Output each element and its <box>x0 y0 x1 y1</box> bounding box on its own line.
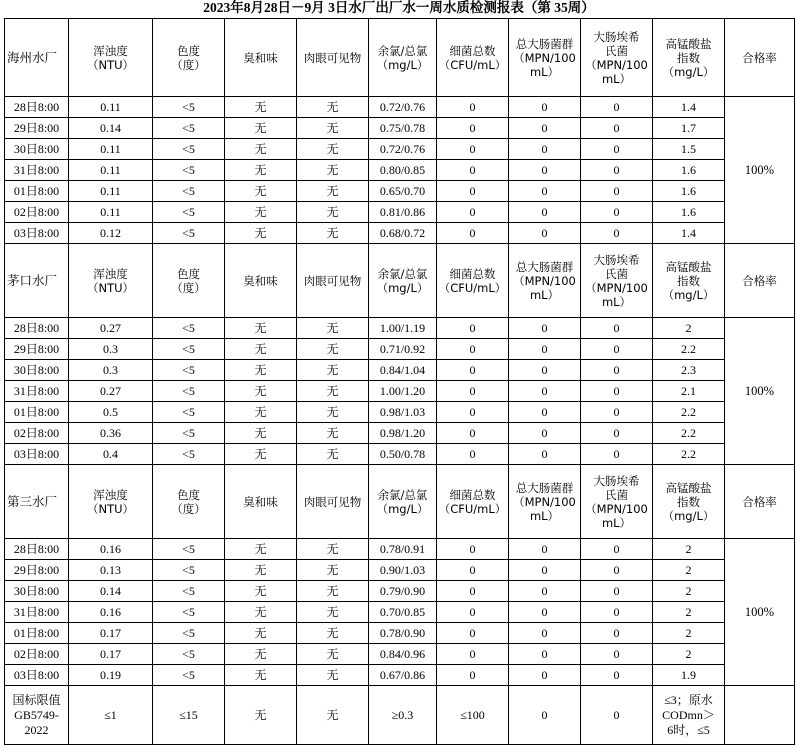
header-coliform: 总大肠菌群 （MPN/100 mL） <box>509 465 581 539</box>
table-row <box>5 560 795 581</box>
cell-turbidity: 0.17 <box>69 644 153 665</box>
cell-color: <5 <box>153 339 225 360</box>
cell-bacteria: 0 <box>437 318 509 339</box>
header-odor: 臭和味 <box>225 465 297 539</box>
cell-time: 02日8:00 <box>5 644 69 665</box>
cell-visible: 无 <box>297 581 369 602</box>
cell-visible: 无 <box>297 360 369 381</box>
cell-visible: 无 <box>297 160 369 181</box>
cell-time: 30日8:00 <box>5 581 69 602</box>
cell-bacteria: 0 <box>437 423 509 444</box>
table-row <box>5 423 795 444</box>
cell-bacteria: 0 <box>437 560 509 581</box>
cell-chlorine: 0.79/0.90 <box>369 581 437 602</box>
header-bacteria: 细菌总数 （CFU/mL） <box>437 244 509 318</box>
table-row <box>5 402 795 423</box>
table-row <box>5 181 795 202</box>
cell-chlorine: 0.72/0.76 <box>369 139 437 160</box>
cell-chlorine: 0.80/0.85 <box>369 160 437 181</box>
cell-color: <5 <box>153 118 225 139</box>
cell-permanganate: 2 <box>653 644 725 665</box>
cell-odor: 无 <box>225 160 297 181</box>
cell-visible: 无 <box>297 623 369 644</box>
table-row <box>5 644 795 665</box>
cell-permanganate: 2 <box>653 602 725 623</box>
cell-chlorine: 0.71/0.92 <box>369 339 437 360</box>
pass-rate-value: 100% <box>725 318 795 465</box>
cell-chlorine: 0.65/0.70 <box>369 181 437 202</box>
cell-color: <5 <box>153 97 225 118</box>
table-row <box>5 539 795 560</box>
cell-time: 30日8:00 <box>5 360 69 381</box>
cell-time: 31日8:00 <box>5 160 69 181</box>
cell-ecoli: 0 <box>581 560 653 581</box>
cell-turbidity: 0.13 <box>69 560 153 581</box>
cell-turbidity: 0.16 <box>69 539 153 560</box>
header-bacteria: 细菌总数 （CFU/mL） <box>437 465 509 539</box>
cell-coliform: 0 <box>509 665 581 686</box>
table-row <box>5 360 795 381</box>
cell-color: <5 <box>153 581 225 602</box>
header-visible: 肉眼可见物 <box>297 19 369 97</box>
cell-odor: 无 <box>225 581 297 602</box>
cell-turbidity: 0.36 <box>69 423 153 444</box>
cell-odor: 无 <box>225 97 297 118</box>
cell-ecoli: 0 <box>581 181 653 202</box>
header-turbidity: 浑浊度 （NTU） <box>69 244 153 318</box>
cell-ecoli: 0 <box>581 444 653 465</box>
cell-visible: 无 <box>297 202 369 223</box>
cell-coliform: 0 <box>509 360 581 381</box>
cell-permanganate: 2.2 <box>653 402 725 423</box>
header-chlorine: 余氯/总氯 （mg/L） <box>369 19 437 97</box>
cell-ecoli: 0 <box>581 381 653 402</box>
limit-chlorine: ≥0.3 <box>369 686 437 745</box>
header-visible: 肉眼可见物 <box>297 465 369 539</box>
cell-permanganate: 2.2 <box>653 423 725 444</box>
header-row <box>5 19 795 97</box>
cell-chlorine: 0.68/0.72 <box>369 223 437 244</box>
cell-coliform: 0 <box>509 560 581 581</box>
cell-odor: 无 <box>225 223 297 244</box>
cell-color: <5 <box>153 560 225 581</box>
pass-rate-value: 100% <box>725 97 795 244</box>
cell-odor: 无 <box>225 644 297 665</box>
cell-permanganate: 1.6 <box>653 160 725 181</box>
cell-visible: 无 <box>297 644 369 665</box>
cell-bacteria: 0 <box>437 160 509 181</box>
empty-cell <box>725 686 795 745</box>
cell-odor: 无 <box>225 118 297 139</box>
cell-odor: 无 <box>225 139 297 160</box>
cell-ecoli: 0 <box>581 318 653 339</box>
cell-turbidity: 0.3 <box>69 339 153 360</box>
cell-color: <5 <box>153 644 225 665</box>
cell-bacteria: 0 <box>437 118 509 139</box>
pass-rate-value: 100% <box>725 539 795 686</box>
cell-bacteria: 0 <box>437 381 509 402</box>
cell-visible: 无 <box>297 381 369 402</box>
cell-time: 29日8:00 <box>5 560 69 581</box>
header-color: 色度 （度） <box>153 465 225 539</box>
cell-time: 28日8:00 <box>5 318 69 339</box>
cell-visible: 无 <box>297 318 369 339</box>
table-row <box>5 381 795 402</box>
cell-odor: 无 <box>225 202 297 223</box>
cell-ecoli: 0 <box>581 644 653 665</box>
cell-color: <5 <box>153 160 225 181</box>
cell-coliform: 0 <box>509 539 581 560</box>
header-pass-rate: 合格率 <box>725 465 795 539</box>
cell-odor: 无 <box>225 381 297 402</box>
cell-color: <5 <box>153 318 225 339</box>
water-quality-table <box>4 18 795 745</box>
cell-chlorine: 0.98/1.20 <box>369 423 437 444</box>
cell-chlorine: 0.72/0.76 <box>369 97 437 118</box>
table-row <box>5 339 795 360</box>
cell-visible: 无 <box>297 223 369 244</box>
cell-permanganate: 2.3 <box>653 360 725 381</box>
header-ecoli: 大肠埃希 氏菌 （MPN/100 mL） <box>581 465 653 539</box>
cell-bacteria: 0 <box>437 644 509 665</box>
limit-coliform: 0 <box>509 686 581 745</box>
limit-bacteria: ≤100 <box>437 686 509 745</box>
cell-coliform: 0 <box>509 402 581 423</box>
cell-coliform: 0 <box>509 202 581 223</box>
cell-visible: 无 <box>297 444 369 465</box>
limit-odor: 无 <box>225 686 297 745</box>
cell-permanganate: 1.6 <box>653 181 725 202</box>
cell-ecoli: 0 <box>581 118 653 139</box>
cell-time: 03日8:00 <box>5 223 69 244</box>
cell-coliform: 0 <box>509 581 581 602</box>
cell-time: 31日8:00 <box>5 602 69 623</box>
cell-ecoli: 0 <box>581 139 653 160</box>
header-odor: 臭和味 <box>225 19 297 97</box>
header-turbidity: 浑浊度 （NTU） <box>69 465 153 539</box>
cell-visible: 无 <box>297 423 369 444</box>
cell-color: <5 <box>153 181 225 202</box>
header-turbidity: 浑浊度 （NTU） <box>69 19 153 97</box>
cell-permanganate: 1.9 <box>653 665 725 686</box>
cell-odor: 无 <box>225 402 297 423</box>
header-row <box>5 244 795 318</box>
cell-color: <5 <box>153 223 225 244</box>
cell-color: <5 <box>153 623 225 644</box>
standard-limit-label: 国标限值 GB5749- 2022 <box>5 686 69 745</box>
cell-ecoli: 0 <box>581 423 653 444</box>
table-row <box>5 665 795 686</box>
limit-color: ≤15 <box>153 686 225 745</box>
cell-turbidity: 0.19 <box>69 665 153 686</box>
cell-turbidity: 0.11 <box>69 160 153 181</box>
cell-time: 01日8:00 <box>5 623 69 644</box>
cell-visible: 无 <box>297 181 369 202</box>
cell-color: <5 <box>153 444 225 465</box>
header-permanganate: 高锰酸盐 指数 （mg/L） <box>653 19 725 97</box>
cell-permanganate: 2.2 <box>653 444 725 465</box>
cell-bacteria: 0 <box>437 444 509 465</box>
cell-odor: 无 <box>225 339 297 360</box>
cell-chlorine: 0.81/0.86 <box>369 202 437 223</box>
cell-coliform: 0 <box>509 602 581 623</box>
cell-turbidity: 0.11 <box>69 181 153 202</box>
cell-chlorine: 0.50/0.78 <box>369 444 437 465</box>
cell-bacteria: 0 <box>437 623 509 644</box>
header-pass-rate: 合格率 <box>725 19 795 97</box>
cell-permanganate: 2.1 <box>653 381 725 402</box>
header-coliform: 总大肠菌群 （MPN/100 mL） <box>509 244 581 318</box>
cell-bacteria: 0 <box>437 223 509 244</box>
cell-turbidity: 0.4 <box>69 444 153 465</box>
cell-coliform: 0 <box>509 444 581 465</box>
cell-time: 02日8:00 <box>5 423 69 444</box>
cell-odor: 无 <box>225 423 297 444</box>
cell-chlorine: 0.78/0.91 <box>369 539 437 560</box>
cell-odor: 无 <box>225 560 297 581</box>
cell-permanganate: 2 <box>653 581 725 602</box>
cell-color: <5 <box>153 202 225 223</box>
header-permanganate: 高锰酸盐 指数 （mg/L） <box>653 244 725 318</box>
cell-time: 03日8:00 <box>5 665 69 686</box>
cell-coliform: 0 <box>509 423 581 444</box>
cell-permanganate: 2 <box>653 623 725 644</box>
cell-permanganate: 1.4 <box>653 97 725 118</box>
cell-ecoli: 0 <box>581 402 653 423</box>
cell-time: 29日8:00 <box>5 339 69 360</box>
cell-color: <5 <box>153 665 225 686</box>
plant-name: 茅口水厂 <box>5 244 69 318</box>
limit-turbidity: ≤1 <box>69 686 153 745</box>
cell-turbidity: 0.14 <box>69 581 153 602</box>
cell-ecoli: 0 <box>581 202 653 223</box>
cell-time: 03日8:00 <box>5 444 69 465</box>
cell-ecoli: 0 <box>581 97 653 118</box>
header-ecoli: 大肠埃希 氏菌 （MPN/100 mL） <box>581 19 653 97</box>
table-row <box>5 444 795 465</box>
cell-visible: 无 <box>297 97 369 118</box>
cell-coliform: 0 <box>509 318 581 339</box>
cell-time: 29日8:00 <box>5 118 69 139</box>
cell-permanganate: 2 <box>653 560 725 581</box>
cell-turbidity: 0.11 <box>69 139 153 160</box>
cell-bacteria: 0 <box>437 202 509 223</box>
limit-permanganate: ≤3；原水 CODmn＞ 6时，≤5 <box>653 686 725 745</box>
cell-coliform: 0 <box>509 644 581 665</box>
cell-permanganate: 2 <box>653 318 725 339</box>
cell-odor: 无 <box>225 665 297 686</box>
cell-visible: 无 <box>297 560 369 581</box>
table-row <box>5 602 795 623</box>
cell-turbidity: 0.12 <box>69 223 153 244</box>
plant-name: 第三水厂 <box>5 465 69 539</box>
cell-bacteria: 0 <box>437 339 509 360</box>
cell-permanganate: 1.5 <box>653 139 725 160</box>
cell-coliform: 0 <box>509 139 581 160</box>
cell-odor: 无 <box>225 623 297 644</box>
cell-bacteria: 0 <box>437 539 509 560</box>
cell-chlorine: 0.90/1.03 <box>369 560 437 581</box>
cell-bacteria: 0 <box>437 402 509 423</box>
header-visible: 肉眼可见物 <box>297 244 369 318</box>
cell-bacteria: 0 <box>437 581 509 602</box>
cell-bacteria: 0 <box>437 360 509 381</box>
header-row <box>5 465 795 539</box>
cell-coliform: 0 <box>509 623 581 644</box>
cell-visible: 无 <box>297 539 369 560</box>
cell-chlorine: 0.98/1.03 <box>369 402 437 423</box>
cell-ecoli: 0 <box>581 581 653 602</box>
header-color: 色度 （度） <box>153 19 225 97</box>
cell-ecoli: 0 <box>581 665 653 686</box>
header-ecoli: 大肠埃希 氏菌 （MPN/100 mL） <box>581 244 653 318</box>
header-chlorine: 余氯/总氯 （mg/L） <box>369 465 437 539</box>
cell-odor: 无 <box>225 318 297 339</box>
cell-time: 30日8:00 <box>5 139 69 160</box>
cell-permanganate: 2.2 <box>653 339 725 360</box>
table-row <box>5 202 795 223</box>
cell-ecoli: 0 <box>581 160 653 181</box>
cell-ecoli: 0 <box>581 602 653 623</box>
report-title: 2023年8月28日－9月 3日水厂出厂水一周水质检测报表（第 35周） <box>203 0 595 15</box>
table-body <box>5 19 795 745</box>
cell-ecoli: 0 <box>581 360 653 381</box>
cell-color: <5 <box>153 139 225 160</box>
cell-coliform: 0 <box>509 181 581 202</box>
cell-bacteria: 0 <box>437 181 509 202</box>
header-coliform: 总大肠菌群 （MPN/100 mL） <box>509 19 581 97</box>
cell-permanganate: 1.6 <box>653 202 725 223</box>
cell-visible: 无 <box>297 118 369 139</box>
table-row <box>5 318 795 339</box>
cell-chlorine: 0.84/1.04 <box>369 360 437 381</box>
cell-time: 01日8:00 <box>5 181 69 202</box>
cell-visible: 无 <box>297 602 369 623</box>
cell-coliform: 0 <box>509 339 581 360</box>
standard-limit-row <box>5 686 795 745</box>
header-color: 色度 （度） <box>153 244 225 318</box>
cell-odor: 无 <box>225 444 297 465</box>
cell-odor: 无 <box>225 539 297 560</box>
cell-bacteria: 0 <box>437 97 509 118</box>
cell-odor: 无 <box>225 602 297 623</box>
cell-ecoli: 0 <box>581 539 653 560</box>
cell-turbidity: 0.14 <box>69 118 153 139</box>
cell-turbidity: 0.16 <box>69 602 153 623</box>
cell-visible: 无 <box>297 402 369 423</box>
cell-time: 01日8:00 <box>5 402 69 423</box>
table-row <box>5 581 795 602</box>
cell-color: <5 <box>153 602 225 623</box>
plant-name: 海州水厂 <box>5 19 69 97</box>
cell-turbidity: 0.3 <box>69 360 153 381</box>
cell-chlorine: 1.00/1.20 <box>369 381 437 402</box>
cell-chlorine: 0.84/0.96 <box>369 644 437 665</box>
cell-chlorine: 1.00/1.19 <box>369 318 437 339</box>
cell-ecoli: 0 <box>581 223 653 244</box>
cell-time: 02日8:00 <box>5 202 69 223</box>
table-row <box>5 139 795 160</box>
cell-chlorine: 0.67/0.86 <box>369 665 437 686</box>
cell-turbidity: 0.17 <box>69 623 153 644</box>
cell-color: <5 <box>153 402 225 423</box>
cell-time: 28日8:00 <box>5 539 69 560</box>
cell-odor: 无 <box>225 360 297 381</box>
cell-chlorine: 0.78/0.90 <box>369 623 437 644</box>
header-chlorine: 余氯/总氯 （mg/L） <box>369 244 437 318</box>
cell-permanganate: 1.7 <box>653 118 725 139</box>
cell-coliform: 0 <box>509 118 581 139</box>
cell-time: 28日8:00 <box>5 97 69 118</box>
cell-odor: 无 <box>225 181 297 202</box>
cell-turbidity: 0.11 <box>69 97 153 118</box>
table-row <box>5 160 795 181</box>
table-row <box>5 118 795 139</box>
table-row <box>5 97 795 118</box>
cell-permanganate: 2 <box>653 539 725 560</box>
cell-turbidity: 0.27 <box>69 381 153 402</box>
cell-chlorine: 0.70/0.85 <box>369 602 437 623</box>
cell-visible: 无 <box>297 665 369 686</box>
cell-turbidity: 0.27 <box>69 318 153 339</box>
limit-ecoli: 0 <box>581 686 653 745</box>
cell-color: <5 <box>153 539 225 560</box>
cell-permanganate: 1.4 <box>653 223 725 244</box>
table-row <box>5 623 795 644</box>
header-pass-rate: 合格率 <box>725 244 795 318</box>
header-permanganate: 高锰酸盐 指数 （mg/L） <box>653 465 725 539</box>
header-bacteria: 细菌总数 （CFU/mL） <box>437 19 509 97</box>
cell-color: <5 <box>153 360 225 381</box>
cell-bacteria: 0 <box>437 139 509 160</box>
cell-chlorine: 0.75/0.78 <box>369 118 437 139</box>
cell-bacteria: 0 <box>437 602 509 623</box>
limit-visible: 无 <box>297 686 369 745</box>
cell-coliform: 0 <box>509 381 581 402</box>
cell-ecoli: 0 <box>581 623 653 644</box>
cell-bacteria: 0 <box>437 665 509 686</box>
cell-visible: 无 <box>297 339 369 360</box>
cell-turbidity: 0.5 <box>69 402 153 423</box>
table-row <box>5 223 795 244</box>
header-odor: 臭和味 <box>225 244 297 318</box>
cell-turbidity: 0.11 <box>69 202 153 223</box>
cell-ecoli: 0 <box>581 339 653 360</box>
cell-time: 31日8:00 <box>5 381 69 402</box>
cell-color: <5 <box>153 423 225 444</box>
cell-color: <5 <box>153 381 225 402</box>
cell-visible: 无 <box>297 139 369 160</box>
cell-coliform: 0 <box>509 160 581 181</box>
cell-coliform: 0 <box>509 223 581 244</box>
cell-coliform: 0 <box>509 97 581 118</box>
